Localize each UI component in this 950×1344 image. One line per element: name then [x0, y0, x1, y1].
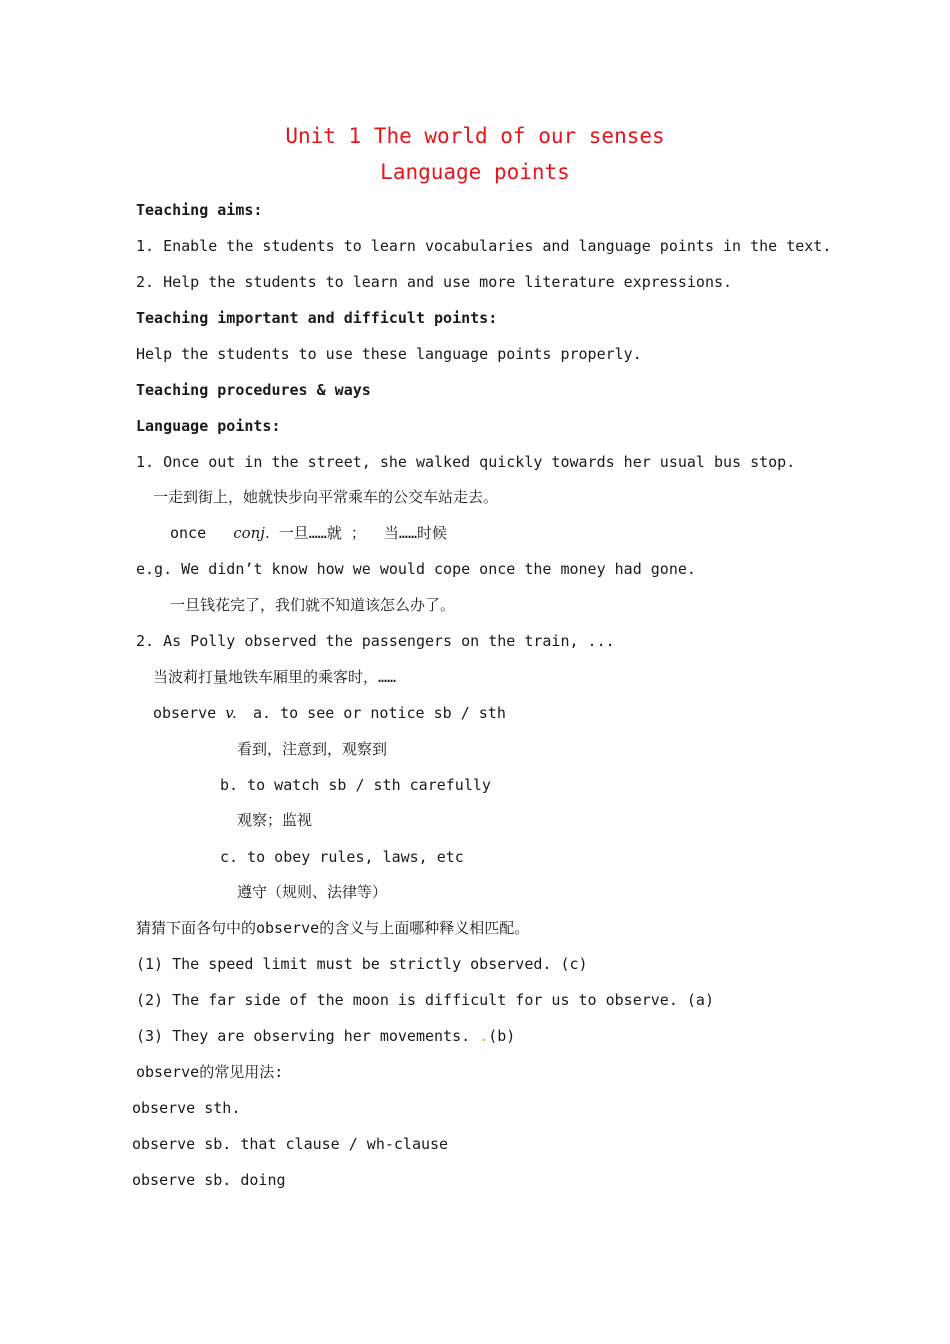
important-points-heading: Teaching important and difficult points: [136, 309, 498, 327]
point1-example-translation: 一旦钱花完了，我们就不知道该怎么办了。 [170, 596, 456, 614]
point2-def-b-cn: 观察；监视 [237, 811, 313, 829]
exercise-1: (1) The speed limit must be strictly observed. (c) [136, 955, 588, 973]
usage-3: observe sb. doing [132, 1171, 286, 1189]
procedures-heading: Teaching procedures & ways [136, 381, 371, 399]
point2-def-a: a. to see or notice sb / sth [253, 704, 506, 722]
point2-def-a-cn: 看到，注意到，观察到 [237, 740, 388, 758]
point1-meaning: 一旦……就 ； 当……时候 [269, 524, 447, 542]
document-subtitle: Language points [380, 160, 570, 184]
point2-sentence: 2. As Polly observed the passengers on the train, ... [136, 632, 615, 650]
point2-def-b: b. to watch sb / sth carefully [220, 776, 491, 794]
document-title: Unit 1 The world of our senses [285, 124, 665, 148]
point2-def-c: c. to obey rules, laws, etc [220, 848, 464, 866]
exercise-prompt: 猜猜下面各句中的observe的含义与上面哪种释义相匹配。 [136, 919, 530, 937]
point2-def-c-cn: 遵守（规则、法律等） [237, 883, 388, 901]
point1-sentence: 1. Once out in the street, she walked quickly towards her usual bus stop. [136, 453, 796, 471]
point2-word: observe [153, 704, 217, 722]
point2-word-line [153, 703, 237, 723]
point1-pos: conj. [233, 524, 270, 542]
point1-example: e.g. We didn’t know how we would cope once the money had gone. [136, 560, 696, 578]
usage-1: observe sth. [132, 1099, 241, 1117]
usage-heading: observe的常见用法: [136, 1063, 284, 1081]
exercise-3-dot: . [479, 1027, 489, 1045]
exercise-2: (2) The far side of the moon is difficult for us to observe. (a) [136, 991, 714, 1009]
aim-item-2: 2. Help the students to learn and use more literature expressions. [136, 273, 733, 291]
usage-2: observe sb. that clause / wh-clause [132, 1135, 449, 1153]
point1-word: once [170, 524, 207, 542]
point2-pos: v. [225, 704, 237, 722]
teaching-aims-heading: Teaching aims: [136, 201, 263, 219]
exercise-3 [136, 1026, 515, 1046]
aim-item-1: 1. Enable the students to learn vocabularies and language points in the text. [136, 237, 832, 255]
exercise-3-text: (3) They are observing her movements. [136, 1027, 480, 1045]
language-points-heading: Language points: [136, 417, 281, 435]
important-points-text: Help the students to use these language points properly. [136, 345, 642, 363]
point1-translation: 一走到街上，她就快步向平常乘车的公交车站走去。 [153, 488, 499, 506]
point2-translation: 当波莉打量地铁车厢里的乘客时，…… [153, 668, 397, 686]
point1-definition [170, 523, 447, 543]
exercise-3-answer: (b) [488, 1027, 516, 1045]
